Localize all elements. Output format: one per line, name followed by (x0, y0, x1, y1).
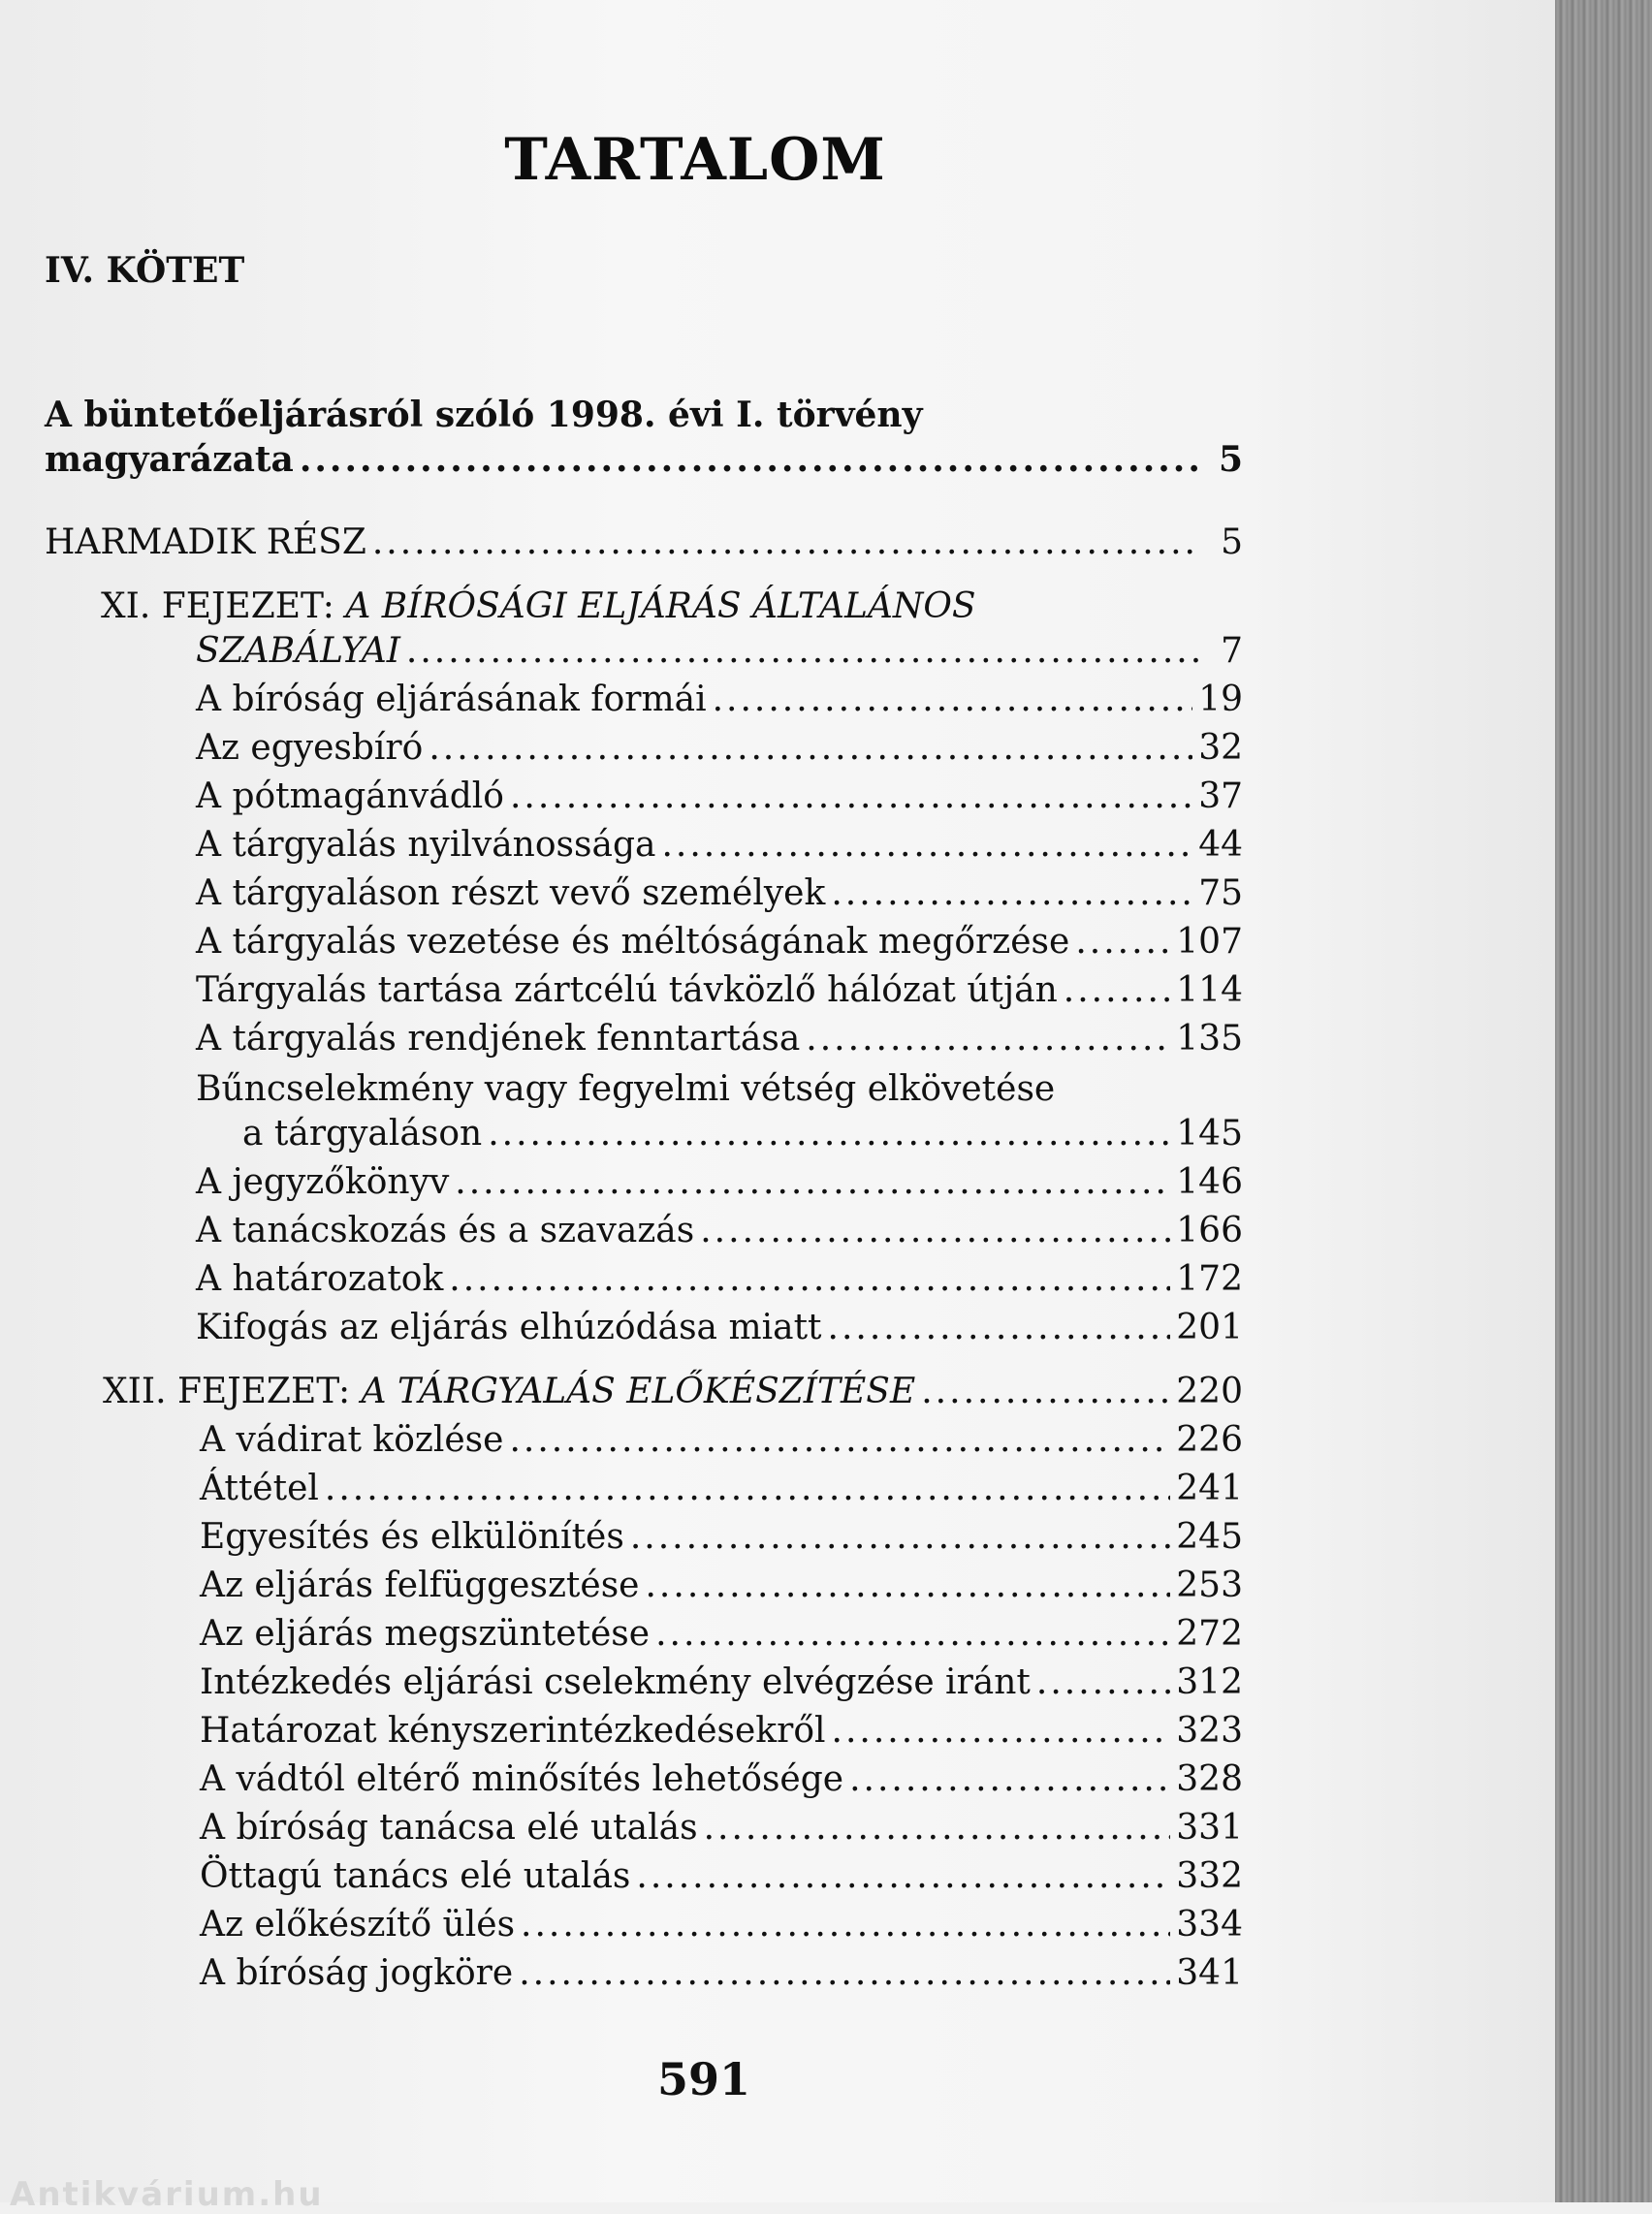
toc-entry-page: 114 (1176, 970, 1243, 1010)
chapter-11-prefix: XI. FEJEZET: (101, 586, 346, 626)
toc-entry (196, 1161, 1243, 1204)
watermark: Antikvárium.hu (10, 2175, 324, 2214)
leader-dots (1064, 969, 1170, 1012)
toc-entry (196, 872, 1243, 915)
toc-entry (200, 1710, 1243, 1753)
leader-dots (406, 630, 1198, 673)
toc-entry-page: 44 (1198, 825, 1243, 865)
toc-entry (200, 1468, 1243, 1510)
toc-entry-page: 241 (1176, 1469, 1243, 1508)
toc-entry-label: Tárgyalás tartása zártcélú távközlő hálózat útján (196, 970, 1058, 1010)
leader-dots (806, 1018, 1170, 1060)
toc-entry-page: 172 (1176, 1259, 1243, 1299)
toc-entry-label: Az eljárás felfüggesztése (200, 1566, 640, 1605)
toc-entry-label: A tárgyaláson részt vevő személyek (196, 873, 826, 913)
leader-dots (429, 727, 1192, 770)
toc-entry (196, 1018, 1243, 1060)
toc-entry (200, 1758, 1243, 1801)
toc-entry-label: A bíróság jogköre (200, 1953, 514, 1993)
toc-entry (200, 1904, 1243, 1946)
toc-entry (200, 1516, 1243, 1559)
toc-entry-chapter-11 (196, 630, 1243, 673)
leader-dots (832, 1710, 1171, 1753)
toc-entry-page: 75 (1198, 873, 1243, 913)
toc-entry-label: A pótmagánvádló (196, 776, 504, 816)
toc-entry-label: Az előkészítő ülés (200, 1905, 516, 1945)
toc-entry-label: A vádirat közlése (200, 1420, 504, 1460)
toc-entry-label (103, 1371, 915, 1413)
toc-entry-page: 19 (1198, 680, 1243, 719)
leader-dots (700, 1210, 1170, 1252)
toc-entry-label: Intézkedés eljárási cselekmény elvégzése iránt (200, 1662, 1031, 1702)
toc-entry-label: Az eljárás megszüntetése (200, 1614, 651, 1654)
volume-heading: IV. KÖTET (45, 250, 245, 291)
leader-dots (325, 1468, 1170, 1510)
toc-entry-label: A tárgyalás vezetése és méltóságának megőrzése (196, 922, 1070, 962)
leader-dots (713, 679, 1193, 721)
toc-entry-part (45, 522, 1243, 564)
toc-entry-page: 331 (1176, 1808, 1243, 1848)
toc-entry-label: Az egyesbíró (196, 728, 424, 768)
toc-entry-page: 334 (1176, 1905, 1243, 1945)
leader-dots (521, 1904, 1170, 1946)
toc-entry-label: A határozatok (196, 1259, 444, 1299)
toc-entry-label: a tárgyaláson (242, 1114, 483, 1154)
toc-entry (200, 1565, 1243, 1607)
leader-dots (645, 1565, 1170, 1607)
chapter-11-title: A BÍRÓSÁGI ELJÁRÁS ÁLTALÁNOS (345, 586, 976, 626)
leader-dots (849, 1758, 1170, 1801)
toc-entry-page: 7 (1221, 631, 1243, 671)
leader-dots (1075, 921, 1170, 964)
toc-entry-label: magyarázata (45, 439, 294, 480)
leader-dots (704, 1807, 1171, 1850)
toc-entry-label: Egyesítés és elkülönítés (200, 1517, 624, 1557)
toc-entry-label: A tárgyalás rendjének fenntartása (196, 1019, 801, 1059)
leader-dots (449, 1258, 1170, 1301)
toc-entry-page: 5 (1221, 522, 1243, 562)
leader-dots (636, 1855, 1170, 1898)
toc-entry (196, 921, 1243, 964)
toc-entry-page: 245 (1176, 1517, 1243, 1557)
leader-dots (828, 1307, 1171, 1349)
leader-dots (831, 872, 1192, 915)
leader-dots (661, 824, 1192, 867)
toc-entry (196, 824, 1243, 867)
toc-entry (200, 1807, 1243, 1850)
toc-entry-label: A tanácskozás és a szavazás (196, 1211, 695, 1250)
book-spine (1555, 0, 1652, 2202)
toc-entry (200, 1855, 1243, 1898)
toc-entry (196, 969, 1243, 1012)
toc-entry (196, 727, 1243, 770)
toc-entry-page: 145 (1176, 1114, 1243, 1154)
toc-entry-label: HARMADIK RÉSZ (45, 522, 366, 562)
toc-entry-label: A tárgyalás nyilvánossága (196, 825, 656, 865)
toc-entry-page: 5 (1218, 439, 1243, 480)
chapter-12-title: A TÁRGYALÁS ELŐKÉSZÍTÉSE (361, 1372, 916, 1411)
leader-dots (372, 522, 1198, 564)
leader-dots (519, 1952, 1170, 1995)
toc-entry-line1: Bűncselekmény vagy fegyelmi vétség elkövetése (196, 1069, 1056, 1109)
toc-entry-label: Öttagú tanács elé utalás (200, 1856, 631, 1896)
toc-entry (196, 679, 1243, 721)
toc-entry-law-title (45, 438, 1243, 481)
toc-entry (200, 1661, 1243, 1704)
leader-dots (509, 1419, 1170, 1462)
toc-entry-page: 220 (1176, 1372, 1243, 1411)
toc-entry (196, 1210, 1243, 1252)
leader-dots (510, 775, 1192, 818)
toc-entry-page: 32 (1198, 728, 1243, 768)
toc-entry-page: 226 (1176, 1420, 1243, 1460)
toc-entry (200, 1613, 1243, 1656)
toc-entry (200, 1419, 1243, 1462)
toc-entry-page: 332 (1176, 1856, 1243, 1896)
toc-entry-page: 107 (1176, 922, 1243, 962)
toc-entry-page: 312 (1176, 1662, 1243, 1702)
toc-entry-page: 135 (1176, 1019, 1243, 1059)
toc-entry-label: Kifogás az eljárás elhúzódása miatt (196, 1308, 822, 1347)
toc-entry (200, 1952, 1243, 1995)
toc-entry-label: A jegyzőkönyv (196, 1162, 450, 1202)
toc-entry (196, 1258, 1243, 1301)
toc-entry-page: 37 (1198, 776, 1243, 816)
toc-entry-label: Határozat kényszerintézkedésekről (200, 1711, 826, 1751)
toc-entry-label: Áttétel (200, 1469, 319, 1508)
toc-entry-page: 146 (1176, 1162, 1243, 1202)
leader-dots (455, 1161, 1170, 1204)
toc-entry (196, 1307, 1243, 1349)
leader-dots (300, 438, 1198, 481)
chapter-11-heading (101, 585, 976, 628)
page-number: 591 (656, 2053, 751, 2105)
toc-entry-page: 166 (1176, 1211, 1243, 1250)
page-title: TARTALOM (504, 126, 886, 194)
leader-dots (655, 1613, 1170, 1656)
law-title-line1: A büntetőeljárásról szóló 1998. évi I. törvény (45, 395, 923, 435)
toc-entry (196, 775, 1243, 818)
toc-entry-chapter-12 (103, 1371, 1243, 1413)
toc-entry-label: A bíróság tanácsa elé utalás (200, 1808, 698, 1848)
leader-dots (488, 1113, 1170, 1155)
toc-entry-page: 272 (1176, 1614, 1243, 1654)
toc-entry-label: A vádtól eltérő minősítés lehetősége (200, 1759, 844, 1799)
toc-entry-label: SZABÁLYAI (196, 631, 400, 671)
leader-dots (921, 1371, 1170, 1413)
toc-entry-page: 341 (1176, 1953, 1243, 1993)
toc-entry-page: 328 (1176, 1759, 1243, 1799)
chapter-12-prefix: XII. FEJEZET: (103, 1372, 362, 1411)
toc-entry-page: 201 (1176, 1308, 1243, 1347)
toc-entry-page: 253 (1176, 1566, 1243, 1605)
toc-entry-page: 323 (1176, 1711, 1243, 1751)
leader-dots (630, 1516, 1170, 1559)
toc-entry-label: A bíróság eljárásának formái (196, 680, 707, 719)
toc-entry (242, 1113, 1243, 1155)
leader-dots (1036, 1661, 1170, 1704)
